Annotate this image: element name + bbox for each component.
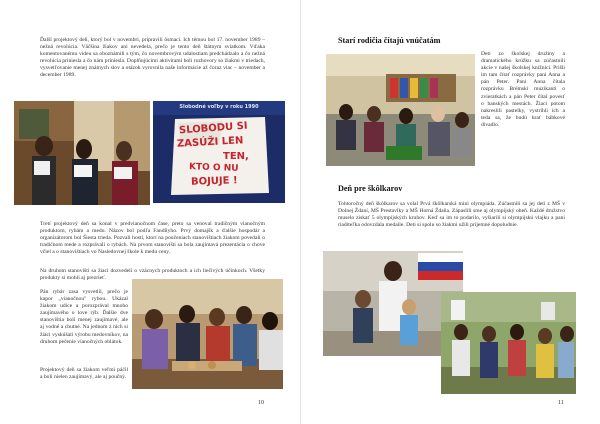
closing-paragraph: Projektový deň sa žiakom veľmi páčil a boli nielen zaujímavý, ale aj poučný. — [40, 367, 128, 381]
protest-sign-photo — [153, 101, 285, 203]
sign-header: Slobodné voľby v roku 1990 — [179, 104, 259, 110]
second-station-paragraph: Na druhom stanovišti sa žiaci dozvedeli o vzácnych produktoch a ich liečivých účinkoch. Všetky produkty si mohli aj prezrieť. — [40, 268, 265, 282]
preschoolers-paragraph: Tohtoročný deň škôlkarov sa volal Prvá škôlkarská mini olympiáda. Zúčastnili sa jej deti z MŠ v Dolnej Ždaní, MŠ Prestavlky a MŠ Horná Ždaňa. Zápaslili sme aj olympijský oheň. Každé družstvo muselo získať 5 olympijských kruhov. Keď sa im to podarilo, vyšiarili si olympijskú vlajku a pani riaditeľka odovzdala medaile. Deti si spolu so žiakmi užili príjemné dopoludnie. — [338, 201, 565, 229]
students-photo — [14, 101, 150, 205]
sign-line-3: TEN, — [223, 151, 249, 162]
section-title-preschoolers: Deň pre škôlkarov — [338, 184, 403, 193]
third-day-paragraph: Tretí projektový deň sa konal v predvianočnom čase, preto sa venoval tradičným vianočným produktom, rybám a medu. Názov bol podľa Fandílyho. Prvý domajšk a ďalšie hospodár a organizátorom bol Šiesta trieda. Pozvali hostí, ktorí na poučeniach stanovištiach žiakom povedali o tradičnom mede a rozprávali o rybách. Na prvom stanovišti sa bola zaujímavá prezentácia o chove včiel a o stanovištiach vo Nasledovnej škole k medu ceny. — [40, 221, 265, 256]
sign-line-5: BOJUJE ! — [190, 175, 238, 188]
intro-paragraph: Ďalší projektový deň, ktorý bol v novembri, pripravili ôsmaci. Ich témou bol 17. november 1989 – nežná revolúcia. Väčšina žiakov ani nevedela, prečo je tento deň štátnym sviatkom. Vďaka komentovanému videu sa oboznámili s tým, čo novembrovým udalostiam predchádzalo a čo nežná revolúcia priniesla a čo nám priniesla. Doplňujúcimi aktivitami boli rozhovory so žiakmi v triedach, vysvetľovanie menej známych slov a otázok vyrovnila naše informácie až čoraz viac – november a december 1989. — [40, 37, 265, 79]
sign-line-1: SLOBODU SI — [178, 120, 248, 137]
right-page — [301, 0, 600, 424]
olympiad-photo — [441, 292, 576, 394]
grandparents-paragraph: Deti zo školskej družiny a dramatického krúžku sa zúčastnili akcie v našej školskej knižnici. Prišli im tam čítať rozprávky pani Anna a pán Peter. Pani Anna čítala rozprávku Brémskí muzikanti o zvieratkách a pán Peter čítal povesť o banských mestách. Žiaci potom nakreslili pastelky, vystrihli ich a teda sa, že budú hrať bábkové divadlo. — [481, 51, 565, 128]
sign-line-4: KTO O NU — [188, 162, 239, 174]
page-number-left: 10 — [258, 400, 264, 406]
children-workshop-photo — [132, 279, 283, 389]
library-reading-photo — [326, 54, 475, 166]
sign-line-2: ZASÚŽI LEN — [176, 135, 244, 150]
section-title-grandparents: Starí rodičia čítajú vnúčatám — [338, 36, 441, 45]
fisherman-paragraph: Pán rybár zasa vysvetlil, prečo je kapor „vianočnou" rybou. Ukázal žiakom udice a porozprával mnoho zaujímavého o love rýb. Ďalšie dve stanovištia boli menej zaujímavé, ale aj vodné a chutné. Na jednom z nich si žiaci vyskúšali výrobu medovníkov, na druhom pečenie vianočných oblátok. — [40, 289, 128, 345]
page-number-right: 11 — [558, 400, 564, 406]
